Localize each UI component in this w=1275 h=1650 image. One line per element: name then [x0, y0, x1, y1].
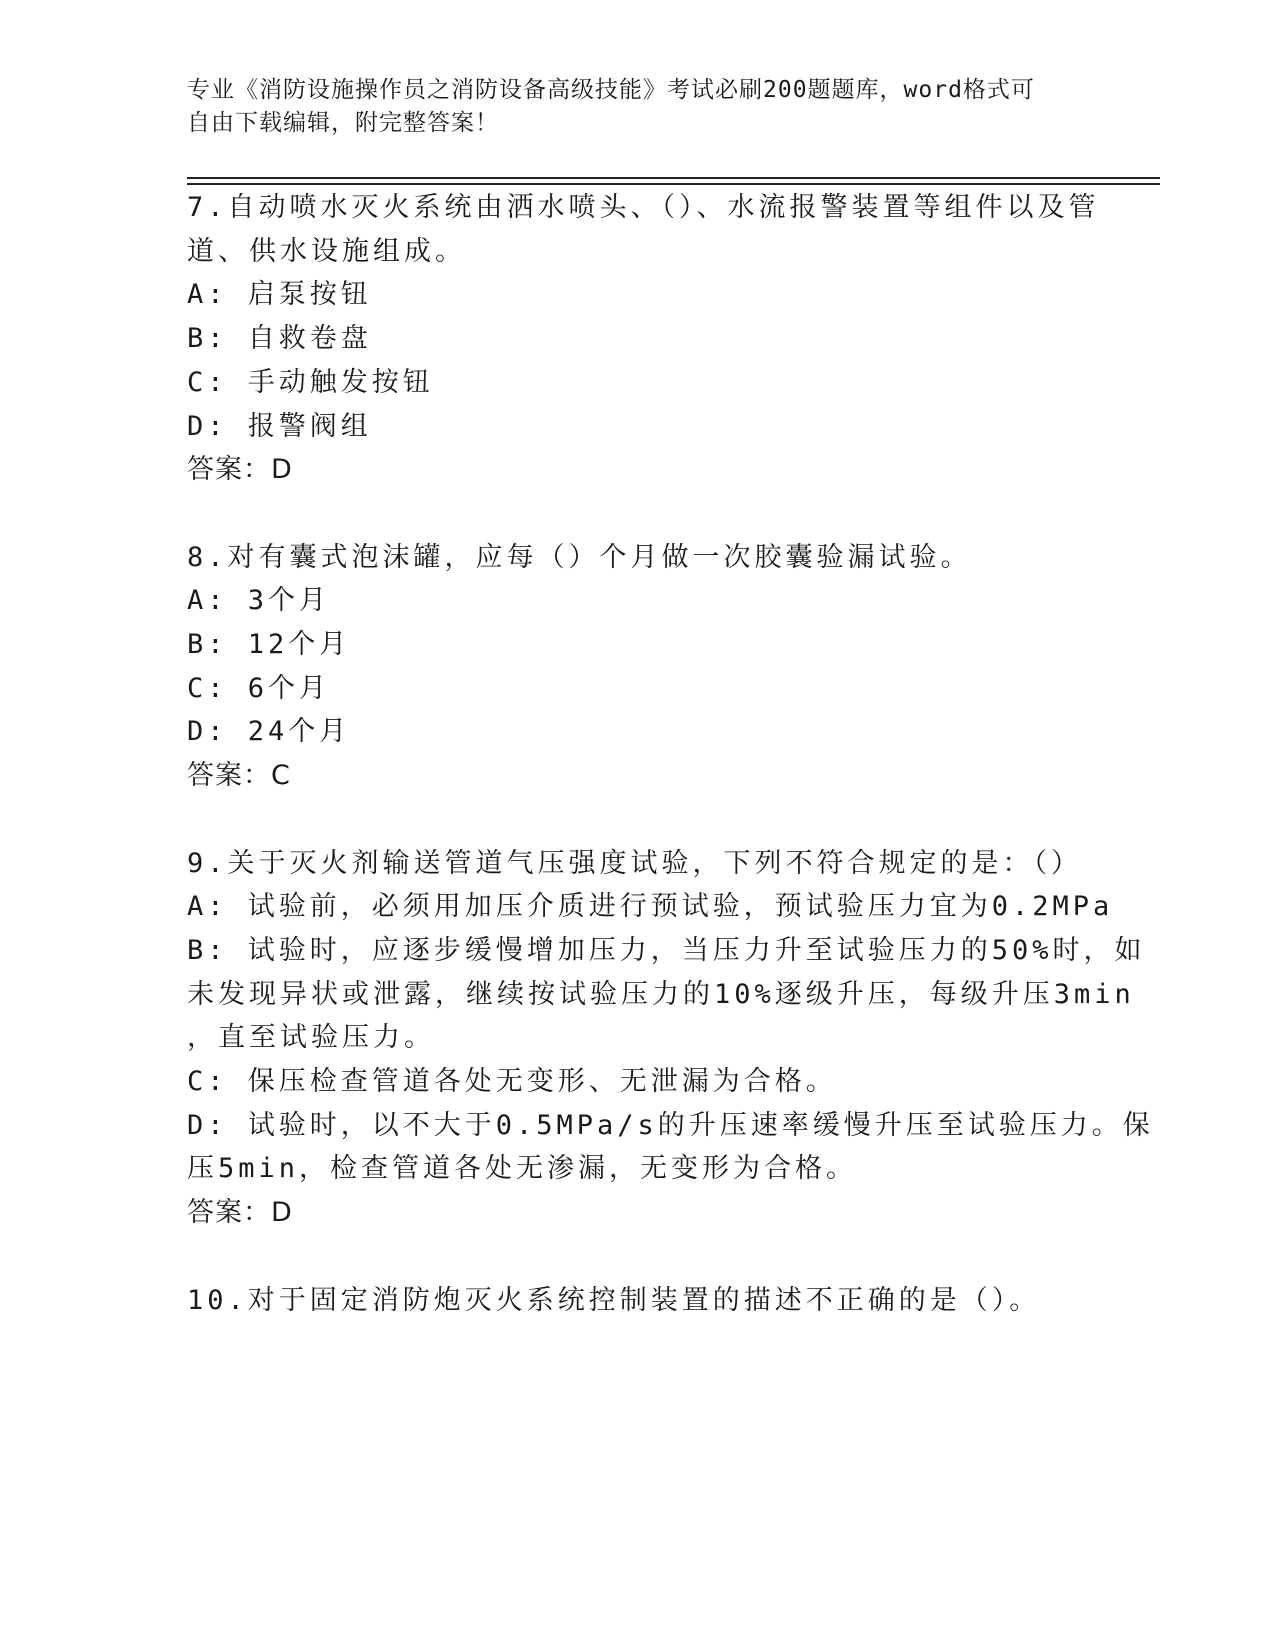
option-b: B: 自救卷盘 — [187, 323, 372, 354]
option-a: A: 3个月 — [187, 585, 331, 616]
answer: 答案：D — [187, 1197, 293, 1228]
header-line-2: 自由下载编辑，附完整答案！ — [187, 110, 499, 136]
question-text-line: 道、供水设施组成。 — [187, 236, 466, 267]
option-d: D: 报警阀组 — [187, 411, 372, 442]
question-text-line: 10.对于固定消防炮灭火系统控制装置的描述不正确的是（）。 — [187, 1285, 1041, 1316]
option-b-continued: ，直至试验压力。 — [187, 1022, 435, 1053]
option-a: A: 试验前，必须用加压介质进行预试验，预试验压力宜为0.2MPa — [187, 891, 1114, 922]
answer: 答案：D — [187, 454, 293, 485]
question-text-line: 9.关于灭火剂输送管道气压强度试验，下列不符合规定的是：（） — [187, 848, 1083, 879]
option-c: C: 保压检查管道各处无变形、无泄漏为合格。 — [187, 1066, 837, 1097]
option-b: B: 12个月 — [187, 629, 351, 660]
question-text-line: 7.自动喷水灭火系统由洒水喷头、（）、水流报警装置等组件以及管 — [187, 192, 1100, 223]
header-divider-bottom — [187, 183, 1160, 185]
option-d: D: 24个月 — [187, 716, 351, 747]
header-divider-top — [187, 177, 1160, 179]
document-header — [187, 74, 1087, 140]
option-c: C: 手动触发按钮 — [187, 367, 434, 398]
option-b-continued: 未发现异状或泄露，继续按试验压力的10%逐级升压，每级升压3min — [187, 979, 1135, 1010]
option-a: A: 启泵按钮 — [187, 279, 372, 310]
answer: 答案：C — [187, 760, 291, 791]
option-d: D: 试验时，以不大于0.5MPa/s的升压速率缓慢升压至试验压力。保 — [187, 1110, 1154, 1141]
header-line-1: 专业《消防设施操作员之消防设备高级技能》考试必刷200题题库，word格式可 — [187, 77, 1035, 103]
option-c: C: 6个月 — [187, 673, 331, 704]
option-b: B: 试验时，应逐步缓慢增加压力，当压力升至试验压力的50%时，如 — [187, 935, 1146, 966]
option-d-continued: 压5min，检查管道各处无渗漏，无变形为合格。 — [187, 1153, 858, 1184]
question-text-line: 8.对有囊式泡沫罐，应每（）个月做一次胶囊验漏试验。 — [187, 542, 972, 573]
